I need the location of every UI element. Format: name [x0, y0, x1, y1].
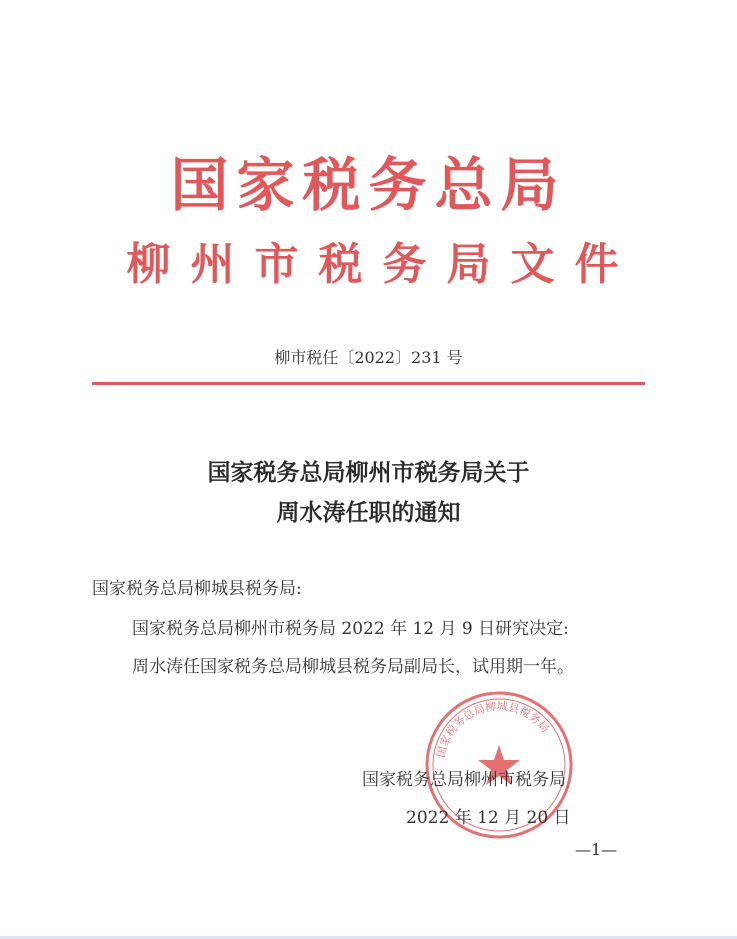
page-number: —1— [575, 840, 618, 859]
signature-date: 2022 年 12 月 20 日 [406, 808, 571, 828]
red-divider [92, 382, 645, 385]
header-document-type: 柳州市税务局文件 [126, 239, 639, 290]
header-agency-name: 国家税务总局 [170, 151, 567, 219]
document-number: 柳市税任〔2022〕231 号 [274, 348, 463, 367]
body-paragraph-1: 国家税务总局柳州市税务局 2022 年 12 月 9 日研究决定: [132, 619, 569, 639]
body-paragraph-2: 周水涛任国家税务总局柳城县税务局副局长，试用期一年。 [132, 657, 574, 677]
recipient-line: 国家税务总局柳城县税务局: [92, 579, 302, 599]
document-title-line2: 周水涛任职的通知 [276, 499, 461, 526]
document-title-line1: 国家税务总局柳州市税务局关于 [207, 459, 530, 486]
signature-organization: 国家税务总局柳州市税务局 [362, 770, 566, 790]
seal-text: 国家税务总局柳城县税务局 [434, 699, 552, 759]
